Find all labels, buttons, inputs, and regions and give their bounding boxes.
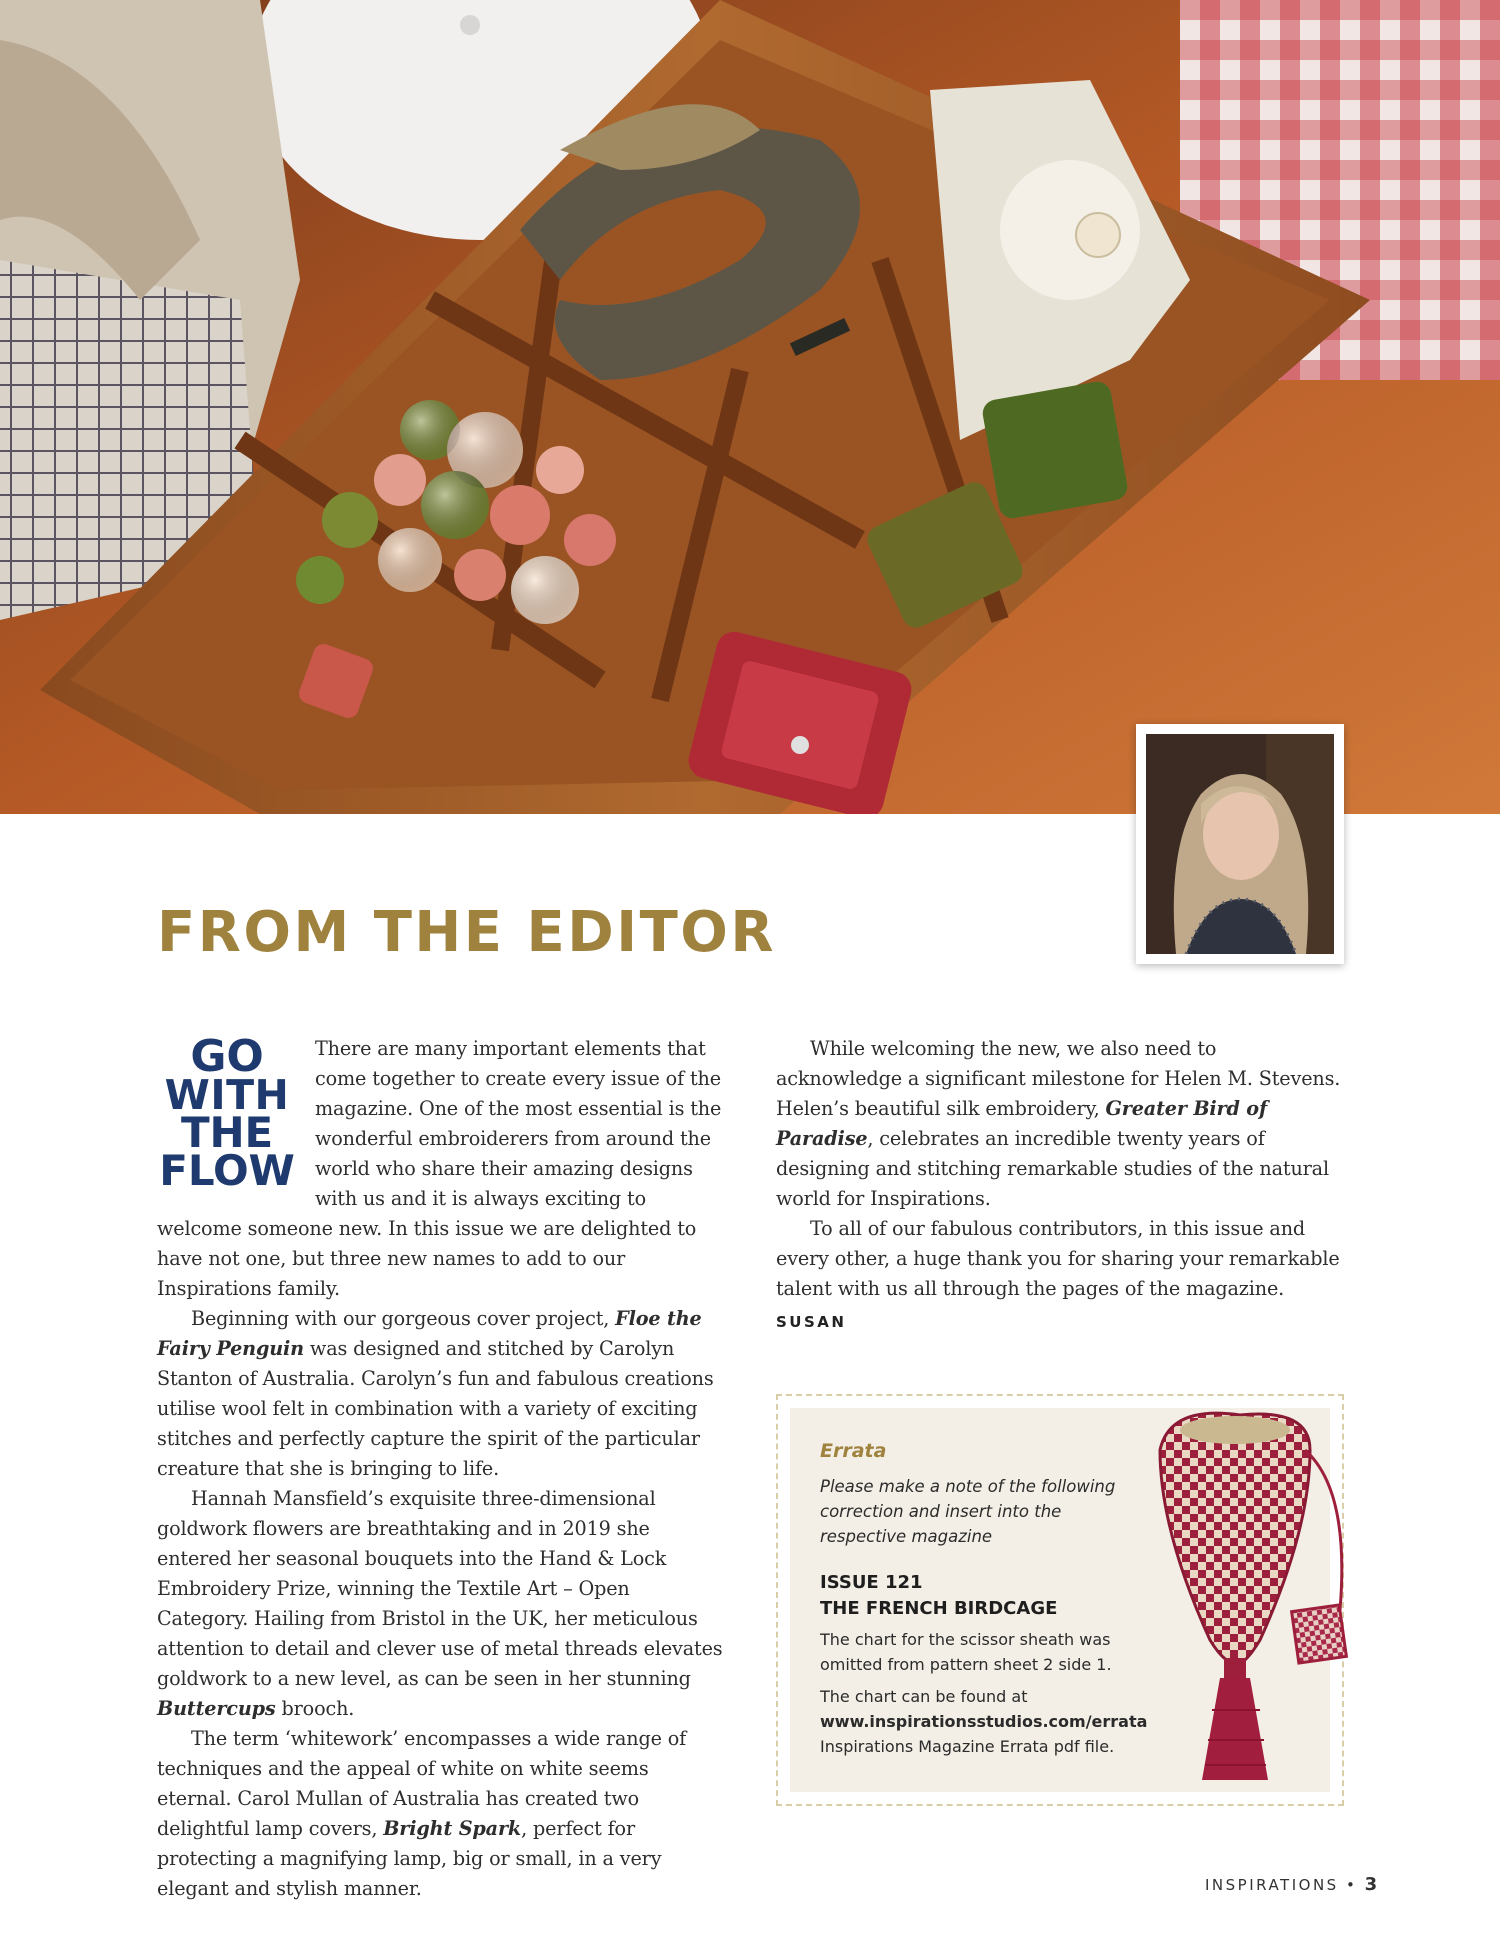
folio-separator: • [1345, 1876, 1358, 1894]
editor-portrait-photo-icon [1146, 734, 1334, 954]
paragraph: Hannah Mansfield’s exquisite three-dimensional goldwork flowers are breathtaking and in 2019 she entered her seasonal bouquets into the Hand & Lock Embroidery Prize, winning the Textile Art – Open Category. Hailing from Bristol in the UK, her meticulous attention to detail and clever use of metal threads elevates goldwork to a new level, as can be seen in her stunning Buttercups brooch. [157, 1487, 723, 1720]
embroidery-box-photo-icon [0, 0, 1500, 814]
editor-portrait [1136, 724, 1344, 964]
project-title: Greater Bird of Paradise [776, 1097, 1268, 1150]
errata-note: Please make a note of the following correction and insert into the respective magazine [820, 1477, 1116, 1546]
project-title: Buttercups [157, 1697, 276, 1720]
left-column [157, 1031, 725, 1904]
errata-title: Errata [820, 1440, 887, 1462]
dropcap-line: GO [190, 1031, 264, 1082]
paragraph: To all of our fabulous contributors, in this issue and every other, a huge thank you for sharing your remarkable talent with us all through the pages of the magazine. [776, 1217, 1340, 1300]
scissor-sheath-photo-icon [1150, 1410, 1350, 1800]
page-number: 3 [1364, 1874, 1378, 1895]
errata-issue [820, 1570, 1150, 1622]
dropcap-heading [157, 1031, 297, 1195]
hero-photo [0, 0, 1500, 814]
issue-number: ISSUE 121 [820, 1572, 923, 1593]
errata-text: The chart can be found at www.inspirationsstudios.com/errata Inspirations Magazine Errata pdf file. [820, 1684, 1160, 1759]
dropcap-line: FLOW [159, 1146, 295, 1195]
dropcap-line: THE [180, 1108, 274, 1157]
paragraph: The term ‘whitework’ encompasses a wide range of techniques and the appeal of white on white seems eternal. Carol Mullan of Australia has created two delightful lamp covers, Bright Spark, perfect for protecting a magnifying lamp, big or small, in a very elegant and stylish manner. [157, 1727, 687, 1900]
paragraph: Beginning with our gorgeous cover project, Floe the Fairy Penguin was designed and stitched by Carolyn Stanton of Australia. Carolyn’s fun and fabulous creations utilise wool felt in combination with a variety of exciting stitches and perfectly capture the spirit of the particular creature that she is bringing to life. [157, 1307, 714, 1480]
project-title: Bright Spark [383, 1817, 522, 1840]
page-title: FROM THE EDITOR [157, 900, 777, 965]
project-title: Floe the Fairy Penguin [157, 1307, 702, 1360]
scissor-sheath-photo [1150, 1410, 1350, 1804]
paragraph: While welcoming the new, we also need to acknowledge a significant milestone for Helen M. Stevens. Helen’s beautiful silk embroidery, Greater Bird of Paradise, celebrates an incredible twenty years of designing and stitching remarkable studies of the natural world for Inspirations. [776, 1037, 1341, 1210]
paragraph: There are many important elements that come together to create every issue of the magazine. One of the most essential is the wonderful embroiderers from around the world who share their amazing designs with us and it is always exciting to welcome someone new. In this issue we are delighted to have not one, but three new names to add to our Inspirations family. [157, 1037, 722, 1300]
magazine-name: INSPIRATIONS [1205, 1876, 1339, 1894]
dropcap-line: WITH [164, 1071, 290, 1119]
issue-project: THE FRENCH BIRDCAGE [820, 1598, 1058, 1619]
errata-text: The chart for the scissor sheath was omitted from pattern sheet 2 side 1. [820, 1630, 1112, 1674]
editor-signature: SUSAN [776, 1313, 847, 1331]
errata-link[interactable]: www.inspirationsstudios.com/errata [820, 1712, 1148, 1731]
page-folio [1205, 1874, 1377, 1895]
right-column [776, 1034, 1346, 1304]
